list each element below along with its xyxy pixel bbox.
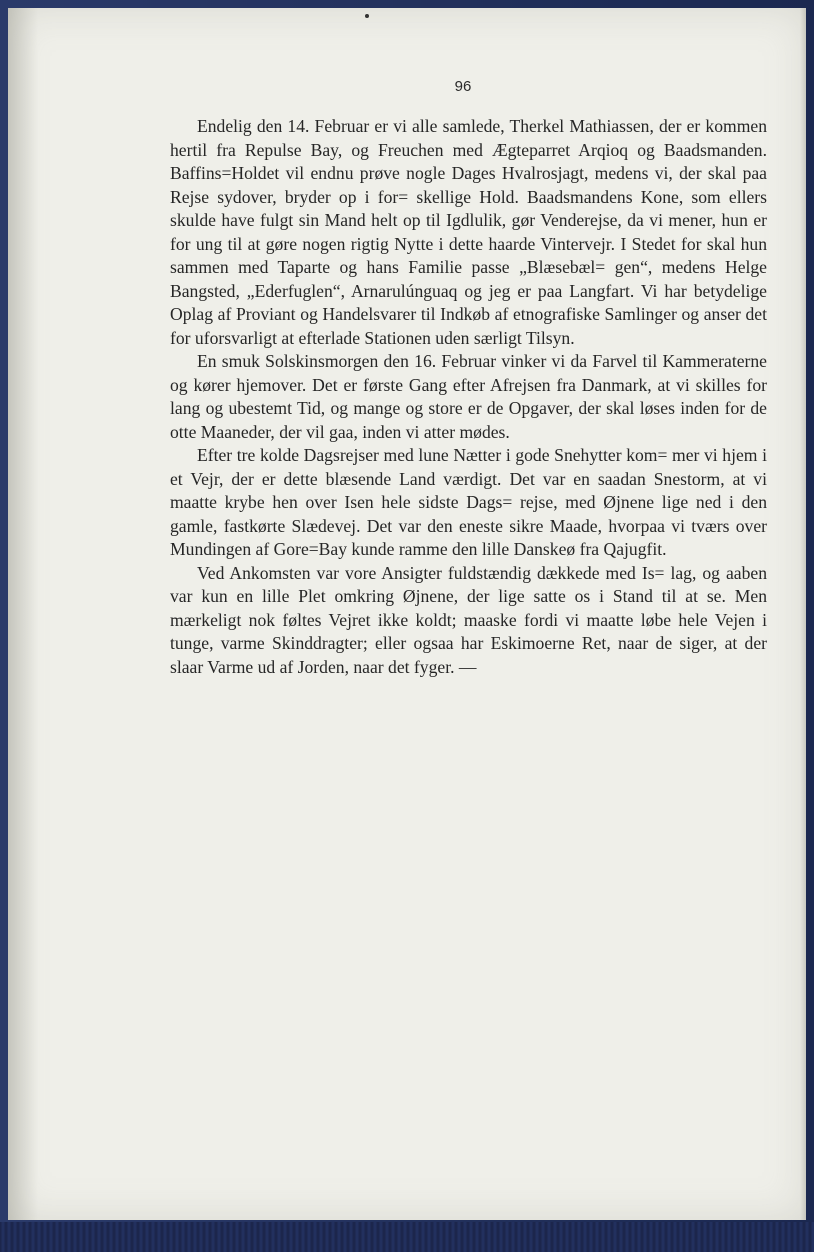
spine-shadow	[8, 8, 38, 1220]
paragraph-1: Endelig den 14. Februar er vi alle samlede, Therkel Mathiassen, der er kommen hertil fra Repulse Bay, og Freuchen med Ægteparret Arqioq og Baadsmanden. Baffins=Holdet vil endnu prøve nogle Dages Hvalrosjagt, medens vi, der skal paa Rejse sydover, bryder op i for= skellige Hold. Baadsmandens Kone, som ellers skulde have fulgt sin Mand helt op til Igdlulik, gør Venderejse, da vi mener, hun er for ung til at gøre nogen rigtig Nytte i dette haarde Vintervejr. I Stedet for skal hun sammen med Taparte og hans Familie passe „Blæsebæl= gen“, medens Helge Bangsted, „Ederfuglen“, Arnarulúnguaq og jeg er paa Langfart. Vi har betydelige Oplag af Proviant og Handelsvarer til Indkøb af etnografiske Samlinger og anser det for uforsvarligt at efterlade Stationen uden særligt Tilsyn.	[170, 116, 767, 348]
ink-speck	[365, 14, 369, 18]
paragraph-3: Efter tre kolde Dagsrejser med lune Nætter i gode Snehytter kom= mer vi hjem i et Vejr, der er dette blæsende Land værdigt. Det var en saadan Snestorm, at vi maatte krybe hen over Isen hele sidste Dags= rejse, med Øjnene lige ned i den gamle, fastkørte Slædevej. Det var den eneste sikre Maade, hvorpaa vi tværs over Mundingen af Gore=Bay kunde ramme den lille Danskeø fra Qajugfit.	[170, 445, 767, 559]
page-edge-shadow	[800, 8, 806, 1220]
paragraph-4: Ved Ankomsten var vore Ansigter fuldstændig dækkede med Is= lag, og aaben var kun en lille Plet omkring Øjnene, der lige satte os i Stand til at se. Men mærkeligt nok føltes Vejret ikke koldt; maaske fordi vi maatte løbe hele Vejen i tunge, varme Skinddragter; eller ogsaa har Eskimoerne Ret, naar de siger, at der slaar Varme ud af Jorden, naar det fyger. —	[170, 562, 767, 677]
page-number-text: 96	[454, 78, 472, 95]
paragraph-2: En smuk Solskinsmorgen den 16. Februar vinker vi da Farvel til Kammeraterne og kører hjemover. Det er første Gang efter Afrejsen fra Danmark, at vi skilles for lang og ubestemt Tid, og mange og store er de Opgaver, der skal løses inden for de otte Maaneder, der vil gaa, inden vi atter mødes.	[170, 351, 767, 442]
body-text	[170, 115, 767, 679]
book-cover-bottom-edge	[0, 1222, 814, 1252]
page-number	[0, 78, 814, 95]
